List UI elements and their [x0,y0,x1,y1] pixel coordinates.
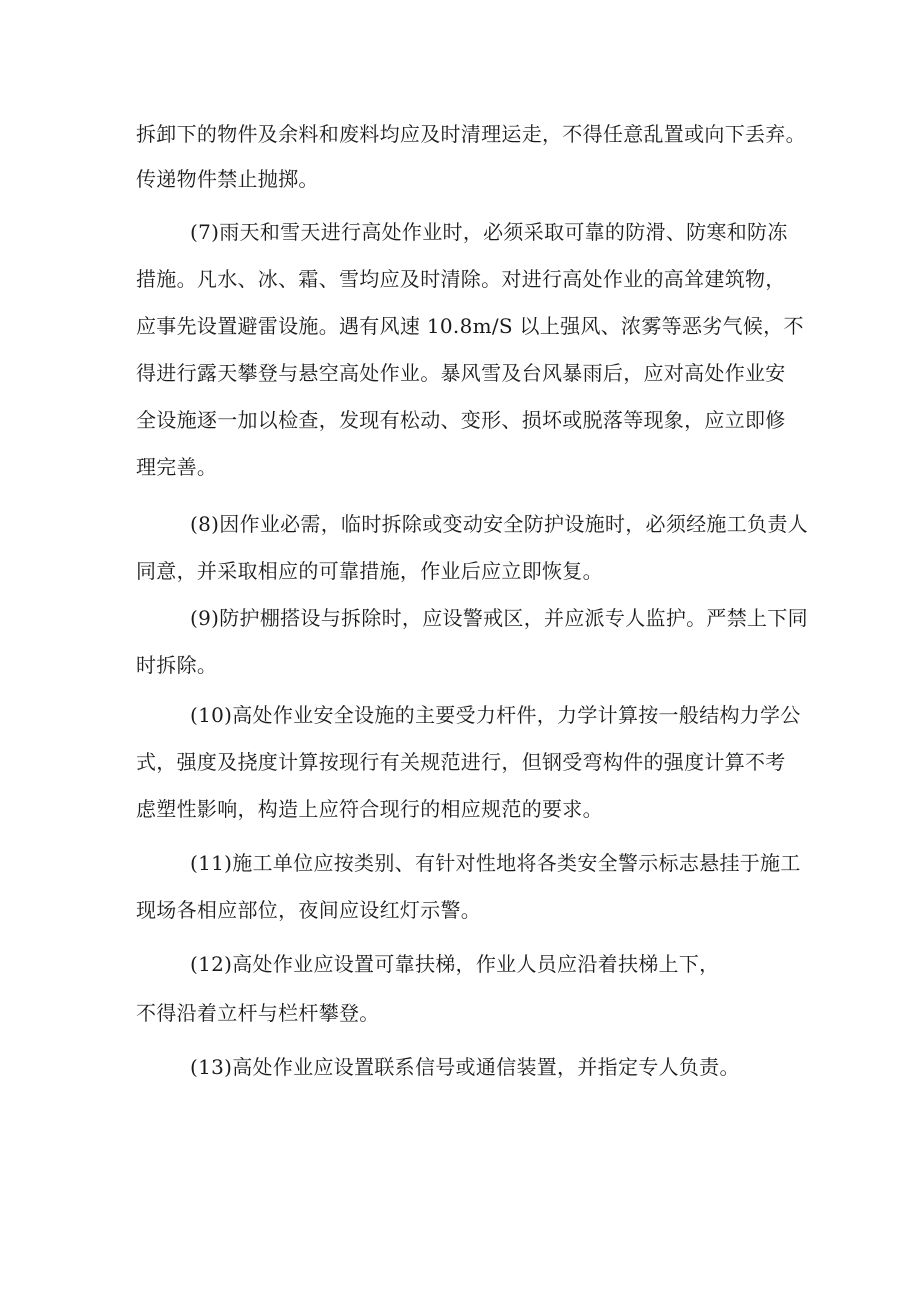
paragraph-7-line: (7)雨天和雪天进行高处作业时，必须采取可靠的防滑、防寒和防冻 [190,220,788,244]
text-line: 得进行露天攀登与悬空高处作业。暴风雪及台风暴雨后，应对高处作业安 [136,361,786,385]
text-line: 理完善。 [136,455,218,479]
text-line: 拆卸下的物件及余料和废料均应及时清理运走，不得任意乱置或向下丢弃。 [136,122,806,146]
text-line: 不得沿着立杆与栏杆攀登。 [136,1001,380,1025]
text-line: 时拆除。 [136,653,218,677]
text-line: 现场各相应部位，夜间应设红灯示警。 [136,898,482,922]
paragraph-11-line: (11)施工单位应按类别、有针对性地将各类安全警示标志悬挂于施工 [190,851,801,875]
paragraph-13-line: (13)高处作业应设置联系信号或通信装置，并指定专人负责。 [190,1055,740,1079]
paragraph-10-line: (10)高处作业安全设施的主要受力杆件，力学计算按一般结构力学公 [190,703,801,727]
text-line: 措施。凡水、冰、霜、雪均应及时清除。对进行高处作业的高耸建筑物， [136,267,786,291]
text-line: 全设施逐一加以检查，发现有松动、变形、损坏或脱落等现象，应立即修 [136,408,786,432]
text-line: 应事先设置避雷设施。遇有风速 10.8m/S 以上强风、浓雾等恶劣气候，不 [136,314,804,338]
text-line: 式，强度及挠度计算按现行有关规范进行，但钢受弯构件的强度计算不考 [136,750,786,774]
text-line: 传递物件禁止抛掷。 [136,167,319,191]
paragraph-12-line: (12)高处作业应设置可靠扶梯，作业人员应沿着扶梯上下， [190,952,720,976]
paragraph-9-line: (9)防护棚搭设与拆除时，应设警戒区，并应派专人监护。严禁上下同 [190,606,808,630]
paragraph-8-line: (8)因作业必需，临时拆除或变动安全防护设施时，必须经施工负责人 [190,512,808,536]
text-line: 虑塑性影响，构造上应符合现行的相应规范的要求。 [136,797,603,821]
text-line: 同意，并采取相应的可靠措施，作业后应立即恢复。 [136,559,603,583]
